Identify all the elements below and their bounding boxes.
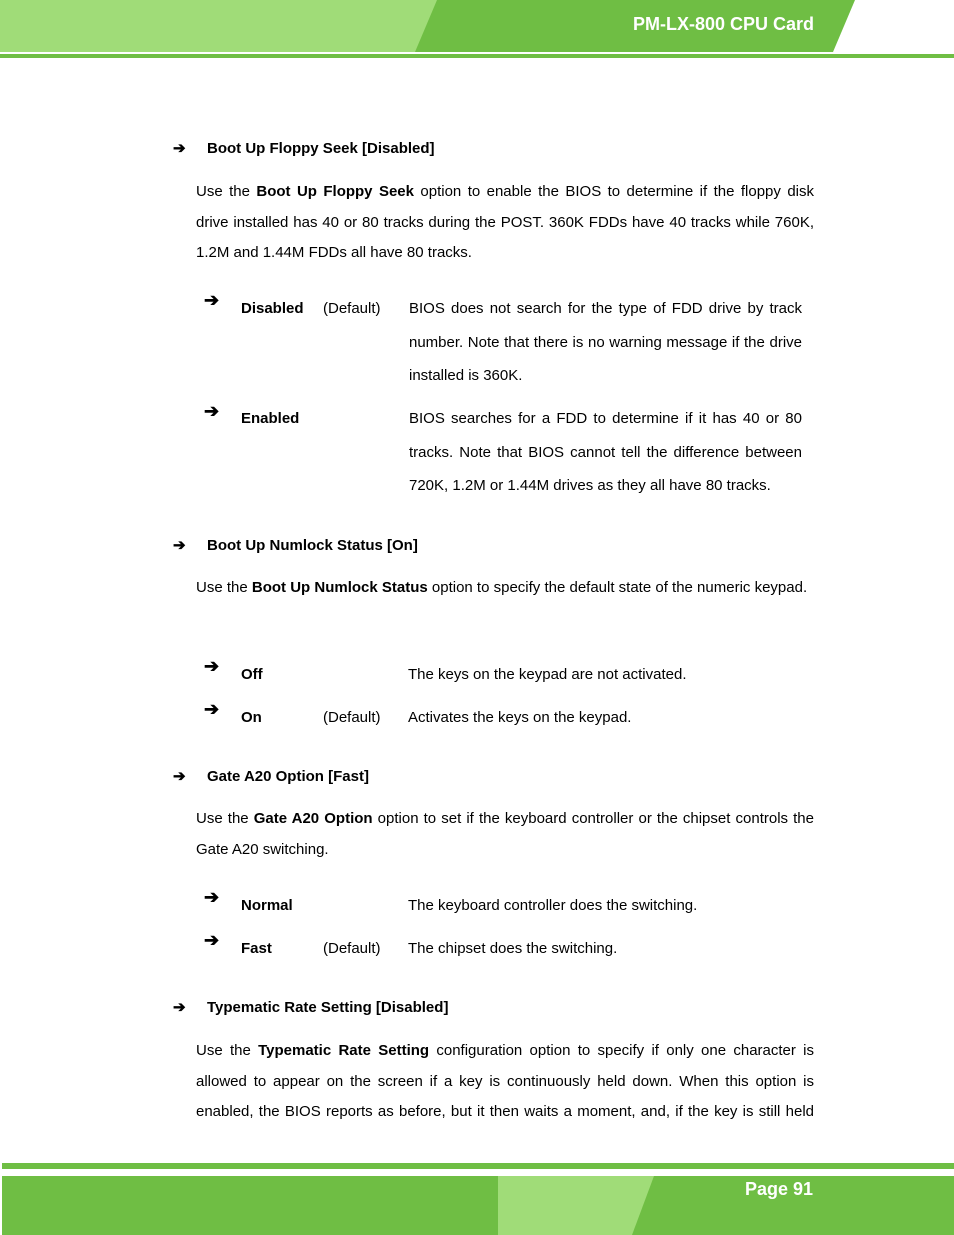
document-title: PM-LX-800 CPU Card <box>632 14 814 34</box>
arrow-right-icon: ➔ <box>173 537 186 554</box>
header-band-light <box>0 0 440 52</box>
section-heading-gate-a20: ➔ Gate A20 Option [Fast] <box>173 768 369 785</box>
option-default-label: (Default) <box>323 709 381 726</box>
option-name-disabled: Disabled <box>241 300 304 317</box>
option-description-on: Activates the keys on the keypad. <box>408 709 632 726</box>
section-paragraph-gate-a20: Use the Gate A20 Option option to set if the keyboard controller or the chipset controls the Gate A20 switching. <box>196 810 814 858</box>
arrow-right-icon: ➔ <box>204 930 220 950</box>
option-description-off: The keys on the keypad are not activated. <box>408 666 687 683</box>
section-paragraph-floppy-seek: Use the Boot Up Floppy Seek option to enable the BIOS to determine if the floppy disk drive installed has 40 or 80 tracks during the POST. 360K FDDs have 40 tracks while 760K, 1.2M and 1.44M FDDs all have 80 tracks. <box>196 183 814 261</box>
option-name-on: On <box>241 709 262 726</box>
arrow-right-icon: ➔ <box>204 887 220 907</box>
arrow-right-icon: ➔ <box>204 656 220 676</box>
section-heading-floppy-seek: ➔ Boot Up Floppy Seek [Disabled] <box>173 140 435 157</box>
option-description-disabled: BIOS does not search for the type of FDD drive by track number. Note that there is no warning message if the drive installed is 360K. <box>409 300 802 384</box>
option-default-label: (Default) <box>323 300 381 317</box>
arrow-right-icon: ➔ <box>204 290 220 310</box>
option-default-label: (Default) <box>323 940 381 957</box>
option-description-enabled: BIOS searches for a FDD to determine if it has 40 or 80 tracks. Note that BIOS cannot tell the difference between 720K, 1.2M or 1.44M drives as they all have 80 tracks. <box>409 410 802 494</box>
section-heading-numlock: ➔ Boot Up Numlock Status [On] <box>173 537 418 554</box>
arrow-right-icon: ➔ <box>173 140 186 157</box>
header-rule <box>0 54 954 58</box>
option-description-normal: The keyboard controller does the switching. <box>408 897 698 914</box>
arrow-right-icon: ➔ <box>173 999 186 1016</box>
option-name-normal: Normal <box>241 897 293 914</box>
section-paragraph-typematic: Use the Typematic Rate Setting configuration option to specify if only one character is allowed to appear on the screen if a key is continuously held down. When this option is enabled, the BIOS reports as before, but it then waits a moment, and, if the key is still held <box>196 1042 814 1120</box>
arrow-right-icon: ➔ <box>204 401 220 421</box>
option-name-fast: Fast <box>241 940 272 957</box>
section-heading-typematic: ➔ Typematic Rate Setting [Disabled] <box>173 999 449 1016</box>
arrow-right-icon: ➔ <box>204 699 220 719</box>
option-description-fast: The chipset does the switching. <box>408 940 618 957</box>
page-number: Page 91 <box>744 1179 813 1199</box>
option-name-off: Off <box>241 666 263 683</box>
section-paragraph-numlock: Use the Boot Up Numlock Status option to specify the default state of the numeric keypad. <box>196 579 808 596</box>
option-name-enabled: Enabled <box>241 410 300 427</box>
footer-band-light <box>498 1176 654 1235</box>
arrow-right-icon: ➔ <box>173 768 186 785</box>
footer-rule <box>2 1163 954 1169</box>
